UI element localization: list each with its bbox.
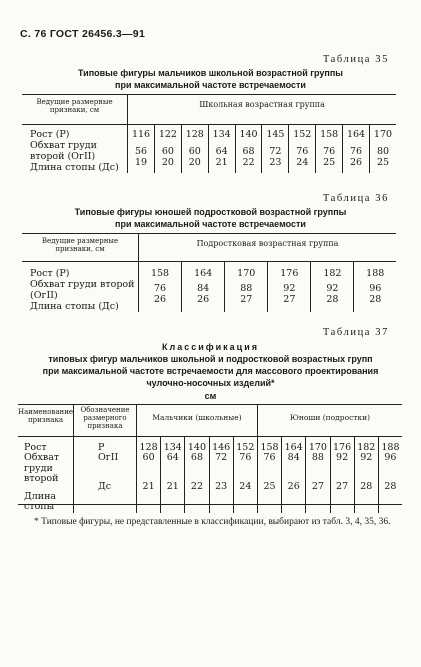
table-35-col: 122 60 20 bbox=[154, 129, 181, 173]
table-35-col: 134 64 21 bbox=[208, 129, 235, 173]
table-35-col: 145 72 23 bbox=[262, 129, 289, 173]
table-35-col: 170 80 25 bbox=[369, 129, 396, 173]
table-37-col: 170 88 27 bbox=[306, 443, 330, 513]
table-36-col: 188 96 28 bbox=[354, 268, 396, 312]
table-37-title-line3: чулочно-носочных изделий* bbox=[146, 378, 275, 388]
table-37 bbox=[18, 404, 402, 513]
table-35-group-head: Школьная возрастная группа bbox=[128, 95, 396, 125]
table-35 bbox=[22, 94, 396, 173]
table-37-unit: см bbox=[204, 391, 217, 401]
table-35-title-line1: Типовые фигуры мальчиков школьной возрастной группы bbox=[78, 68, 343, 78]
table-37-col: 152 76 24 bbox=[233, 443, 257, 513]
table-37-col: 140 68 22 bbox=[185, 443, 209, 513]
table-37-bottom-rule bbox=[18, 504, 402, 505]
table-36-col: 164 84 26 bbox=[182, 268, 225, 312]
table-36-col: 176 92 27 bbox=[268, 268, 311, 312]
table-36-col: 182 92 28 bbox=[311, 268, 354, 312]
table-37-col: 188 96 28 bbox=[378, 443, 402, 513]
table-37-title-line1: типовых фигур мальчиков школьной и подростковой возрастных групп bbox=[48, 354, 373, 364]
table-37-title-line2: при максимальной частоте встречаемости для массового проектирования bbox=[42, 366, 379, 376]
table-37-title-heading: Классификация bbox=[162, 342, 259, 352]
table-35-col: 152 76 24 bbox=[289, 129, 316, 173]
table-36-title-line2: при максимальной частоте встречаемости bbox=[115, 219, 306, 229]
table-37-col: 134 64 21 bbox=[161, 443, 185, 513]
table-35-col: 140 68 22 bbox=[235, 129, 262, 173]
table-37-col: 164 84 26 bbox=[282, 443, 306, 513]
table-37-row-codes: Р ОгII Дс bbox=[74, 443, 137, 513]
table-36-title-line1: Типовые фигуры юношей подростковой возрастной группы bbox=[74, 207, 347, 217]
table-37-col: 146 72 23 bbox=[209, 443, 233, 513]
table-35-title-line2: при максимальной частоте встречаемости bbox=[115, 80, 306, 90]
table-37-col: 128 60 21 bbox=[137, 443, 161, 513]
table-37-label: Таблица 37 bbox=[322, 327, 389, 338]
table-37-group-boys: Мальчики (школьные) bbox=[137, 405, 258, 437]
table-35-col: 158 76 25 bbox=[316, 129, 343, 173]
table-37-col1-head: Наименование признака bbox=[18, 408, 73, 424]
table-37-col: 158 76 25 bbox=[257, 443, 281, 513]
table-37-col: 176 92 27 bbox=[330, 443, 354, 513]
table-36-label: Таблица 36 bbox=[322, 193, 389, 204]
table-36-col: 158 76 26 bbox=[139, 268, 182, 312]
table-36-group-head: Подростковая возрастная группа bbox=[139, 234, 397, 262]
table-36-col: 170 88 27 bbox=[225, 268, 268, 312]
table-35-label: Таблица 35 bbox=[322, 54, 389, 65]
table-35-row-labels: Рост (Р) Обхват груди второй (ОгII) Длина стопы (Дс) bbox=[30, 128, 119, 173]
table-35-col-head: Ведущие размерные признаки, см bbox=[36, 98, 113, 114]
page-header: С. 76 ГОСТ 26456.3—91 bbox=[20, 28, 146, 40]
table-36-row-labels: Рост (Р) Обхват груди второй (ОгII) Длина стопы (Дс) bbox=[30, 267, 135, 312]
table-37-col2-head: Обозначение размерного признака bbox=[80, 406, 130, 430]
table-35-col: 128 60 20 bbox=[181, 129, 208, 173]
table-36-col-head: Ведущие размерные признаки, см bbox=[41, 237, 119, 253]
table-36 bbox=[22, 233, 396, 312]
table-37-col: 182 92 28 bbox=[354, 443, 378, 513]
table-37-row-names: Рост Обхват груди второй Длина стопы bbox=[24, 441, 60, 512]
table-35-col: 164 76 26 bbox=[343, 129, 370, 173]
footnote: * Типовые фигуры, не представленные в классификации, выбирают из табл. 3, 4, 35, 36. bbox=[34, 517, 391, 527]
table-37-group-youths: Юноши (подростки) bbox=[257, 405, 402, 437]
table-35-col: 116 56 19 bbox=[128, 129, 155, 173]
